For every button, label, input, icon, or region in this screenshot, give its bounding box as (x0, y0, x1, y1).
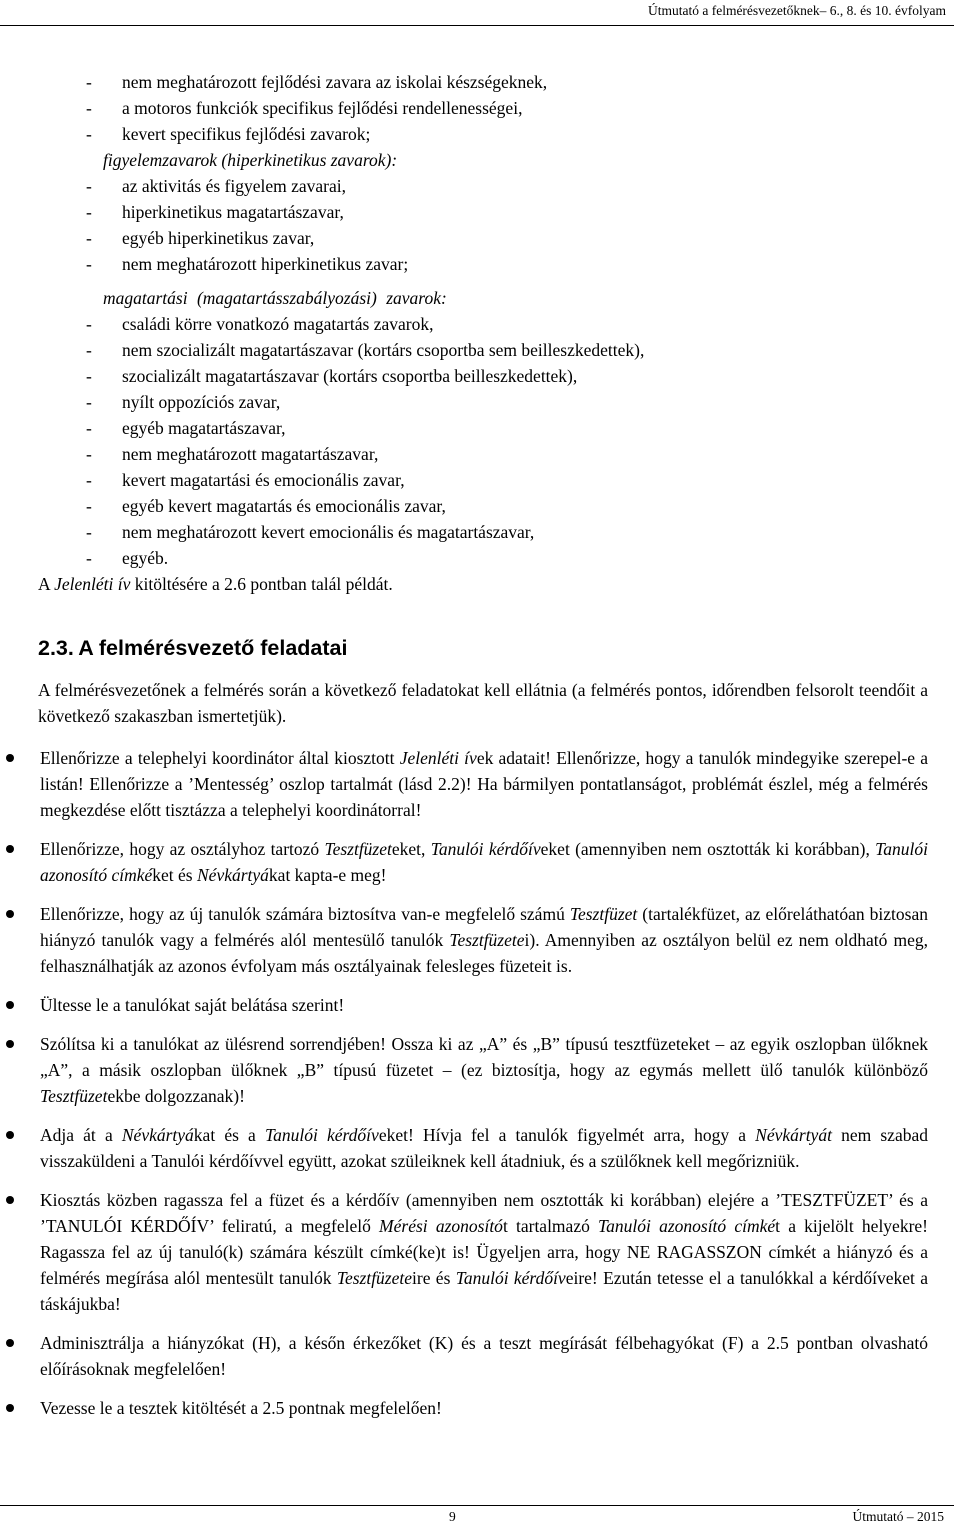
list-item: - nem meghatározott magatartászavar, (86, 444, 379, 464)
list-item: - hiperkinetikus magatartászavar, (86, 202, 344, 222)
running-header: Útmutató a felmérésvezetőknek– 6., 8. és 10. évfolyam (647, 3, 946, 18)
list-item: Kiosztás közben ragassza fel a füzet és a kérdőív (amennyiben nem osztották ki korábban) elejére a ’TESZTFÜZET’ és a ’TANULÓI KÉRDŐÍV’ feliratú, a megfelelő Mérési azonosítót tartalmazó Tanulói azonosító címkét a kijelölt helyekre! Ragassza fel az új tanuló(k) számára készült címké(ke)t is! Ügyeljen arra, hogy NE RAGASSZON címkét a hiányzó és a felmérés megírása alól mentesült tanulók Tesztfüzeteire és Tanulói kérdőíveire! Ezután tetesse el a tanulókkal a kérdőíveket a táskájukba! (38, 1187, 928, 1317)
list-item: - nem szocializált magatartászavar (kortárs csoportba sem beilleszkedettek), (86, 340, 645, 360)
example-note: A Jelenléti ív kitöltésére a 2.6 pontban talál példát. (38, 574, 393, 594)
list-item: - egyéb magatartászavar, (86, 418, 286, 438)
list-item: - a motoros funkciók specifikus fejlődési rendellenességei, (86, 98, 523, 118)
list-item: - egyéb kevert magatartás és emocionális zavar, (86, 496, 446, 516)
section-intro: A felmérésvezetőnek a felmérés során a következő feladatokat kell ellátnia (a felmérés pontos, időrendben felsorolt teendőit a következő szakaszban ismertetjük). (38, 680, 928, 726)
list-item: - családi körre vonatkozó magatartás zavarok, (86, 314, 434, 334)
list-item: - kevert specifikus fejlődési zavarok; (86, 124, 371, 144)
list-item: - egyéb hiperkinetikus zavar, (86, 228, 315, 248)
list-item: Ellenőrizze a telephelyi koordinátor által kiosztott Jelenléti ívek adatait! Ellenőrizze, hogy a tanulók mindegyike szerepel-e a listán! Ellenőrizze a ’Mentesség’ oszlop tartalmát (lásd 2.2)! Ha bármilyen pontatlanságot, problémát észlel, még a felmérés megkezdése előtt tisztázza a telephelyi koordinátorral! (38, 745, 928, 823)
list-item: - kevert magatartási és emocionális zavar, (86, 470, 405, 490)
attention-disorders-heading: figyelemzavarok (hiperkinetikus zavarok): (103, 150, 398, 170)
list-item: - nem meghatározott fejlődési zavara az iskolai készségeknek, (86, 72, 548, 92)
list-item: - nem meghatározott kevert emocionális és magatartászavar, (86, 522, 535, 542)
page-number: 9 (449, 1509, 456, 1524)
footer-rule (0, 1505, 954, 1506)
list-item: - nyílt oppozíciós zavar, (86, 392, 281, 412)
list-item: - egyéb. (86, 548, 169, 568)
list-item: Vezesse le a tesztek kitöltését a 2.5 pontnak megfelelően! (38, 1395, 928, 1421)
bullet-icon (6, 1040, 14, 1048)
section-body (38, 677, 928, 1421)
list-item: - nem meghatározott hiperkinetikus zavar; (86, 254, 409, 274)
list-item: - szocializált magatartászavar (kortárs csoportba beilleszkedettek), (86, 366, 578, 386)
bullet-icon (6, 1339, 14, 1347)
task-list (38, 745, 928, 1421)
category-lists (0, 69, 960, 597)
list-item: Adminisztrálja a hiányzókat (H), a későn érkezőket (K) és a teszt megírását félbehagyókat (F) a 2.5 pontban olvasható előírásoknak megfelelően! (38, 1330, 928, 1382)
header-rule (0, 25, 954, 26)
section-heading: 2.3. A felmérésvezető feladatai (38, 636, 348, 660)
bullet-icon (6, 845, 14, 853)
bullet-icon (6, 1001, 14, 1009)
list-item: Ellenőrizze, hogy az új tanulók számára biztosítva van-e megfelelő számú Tesztfüzet (tartalékfüzet, az előreláthatóan biztosan hiányzó tanulók vagy a felmérés alól mentesülő tanulók Tesztfüzetei). Amennyiben az osztályon belül ez nem oldható meg, felhasználhatják az azonos évfolyam más osztályainak felesleges füzeteit is. (38, 901, 928, 979)
list-item: Ellenőrizze, hogy az osztályhoz tartozó Tesztfüzeteket, Tanulói kérdőíveket (amennyiben nem osztották ki korábban), Tanulói azonosító címkéket és Névkártyákat kapta-e meg! (38, 836, 928, 888)
bullet-icon (6, 754, 14, 762)
list-item: Szólítsa ki a tanulókat az ülésrend sorrendjében! Ossza ki az „A” és „B” típusú tesztfüzeteket – az egyik oszlopban ülőknek „A”, a másik oszlopban ülőknek „B” típusú füzetet – (ez biztosítja, hogy az egymás mellett ülő tanulók különböző Tesztfüzetekbe dolgozzanak)! (38, 1031, 928, 1109)
bullet-icon (6, 1196, 14, 1204)
footer-title: Útmutató – 2015 (852, 1509, 944, 1524)
bullet-icon (6, 1131, 14, 1139)
list-item: Ültesse le a tanulókat saját belátása szerint! (38, 992, 928, 1018)
bullet-icon (6, 1404, 14, 1412)
list-item: - az aktivitás és figyelem zavarai, (86, 176, 346, 196)
bullet-icon (6, 910, 14, 918)
behavior-disorders-heading: magatartási (magatartásszabályozási) zavarok: (103, 288, 447, 308)
list-item: Adja át a Névkártyákat és a Tanulói kérdőíveket! Hívja fel a tanulók figyelmét arra, hogy a Névkártyát nem szabad visszaküldeni a Tanulói kérdőívvel együtt, azokat szüleiknek kell átadniuk, és a szülőknek kell megőrizniük. (38, 1122, 928, 1174)
